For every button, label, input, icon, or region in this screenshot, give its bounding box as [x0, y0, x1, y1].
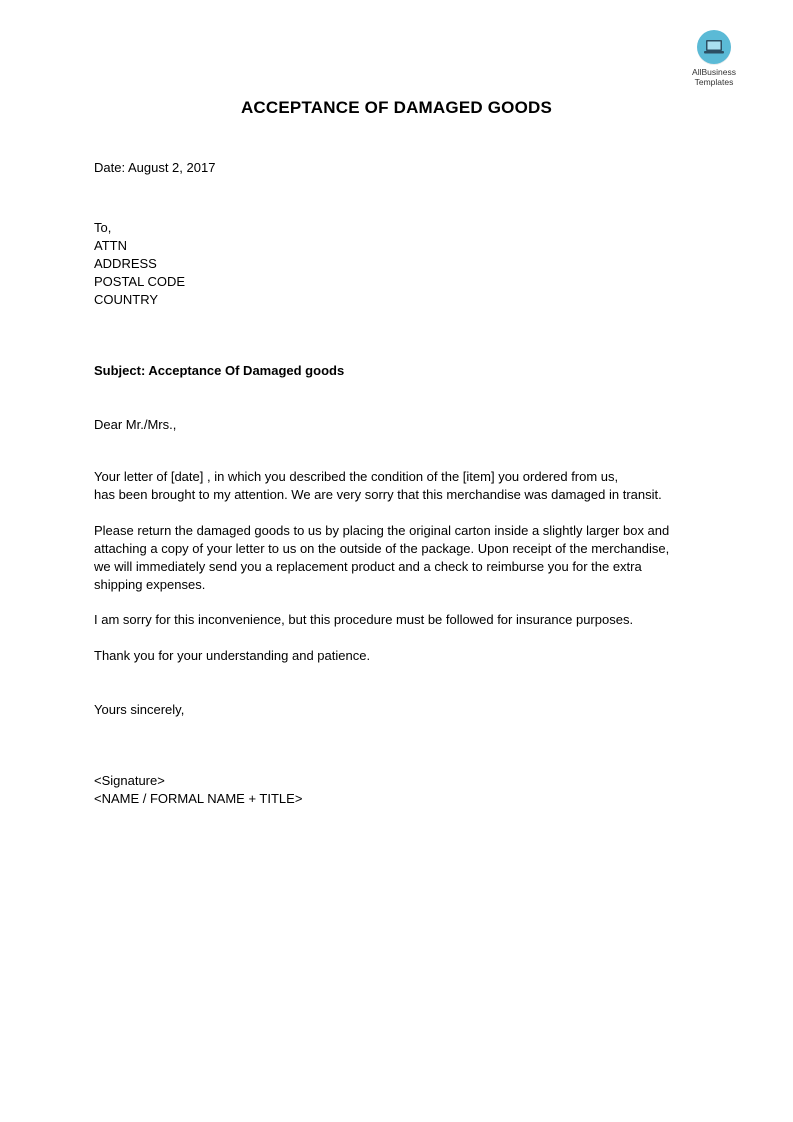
name-title-placeholder: <NAME / FORMAL NAME + TITLE> [94, 791, 303, 806]
address-attn: ATTN [94, 238, 127, 253]
paragraph-line: shipping expenses. [94, 577, 206, 592]
body-paragraph-4: Thank you for your understanding and patience. [94, 648, 371, 663]
paragraph-line: has been brought to my attention. We are very sorry that this merchandise was damaged in transit. [94, 487, 662, 502]
closing: Yours sincerely, [94, 702, 185, 717]
paragraph-line: we will immediately send you a replacement product and a check to reimburse you for the extra [94, 559, 642, 574]
logo-line-1: AllBusiness [692, 67, 736, 77]
signature-placeholder: <Signature> [94, 773, 165, 788]
address-street: ADDRESS [94, 256, 157, 271]
document-title: ACCEPTANCE OF DAMAGED GOODS [240, 98, 553, 117]
body-paragraph-2 [94, 522, 698, 594]
brand-logo [682, 30, 746, 87]
salutation: Dear Mr./Mrs., [94, 417, 177, 432]
subject-line: Subject: Acceptance Of Damaged goods [94, 363, 345, 378]
logo-text [682, 67, 746, 87]
laptop-icon [697, 30, 731, 64]
date-line: Date: August 2, 2017 [94, 160, 216, 175]
address-postal-code: POSTAL CODE [94, 274, 186, 289]
address-to: To, [94, 220, 112, 235]
paragraph-line: Your letter of [date] , in which you described the condition of the [item] you ordered from us, [94, 469, 619, 484]
body-paragraph-3: I am sorry for this inconvenience, but this procedure must be followed for insurance purposes. [94, 612, 634, 627]
body-paragraph-1 [94, 468, 698, 504]
paragraph-line: Please return the damaged goods to us by placing the original carton inside a slightly larger box and [94, 523, 670, 538]
address-country: COUNTRY [94, 292, 159, 307]
logo-line-2: Templates [694, 77, 734, 87]
paragraph-line: attaching a copy of your letter to us on the outside of the package. Upon receipt of the merchandise, [94, 541, 670, 556]
logo-circle [697, 30, 731, 64]
